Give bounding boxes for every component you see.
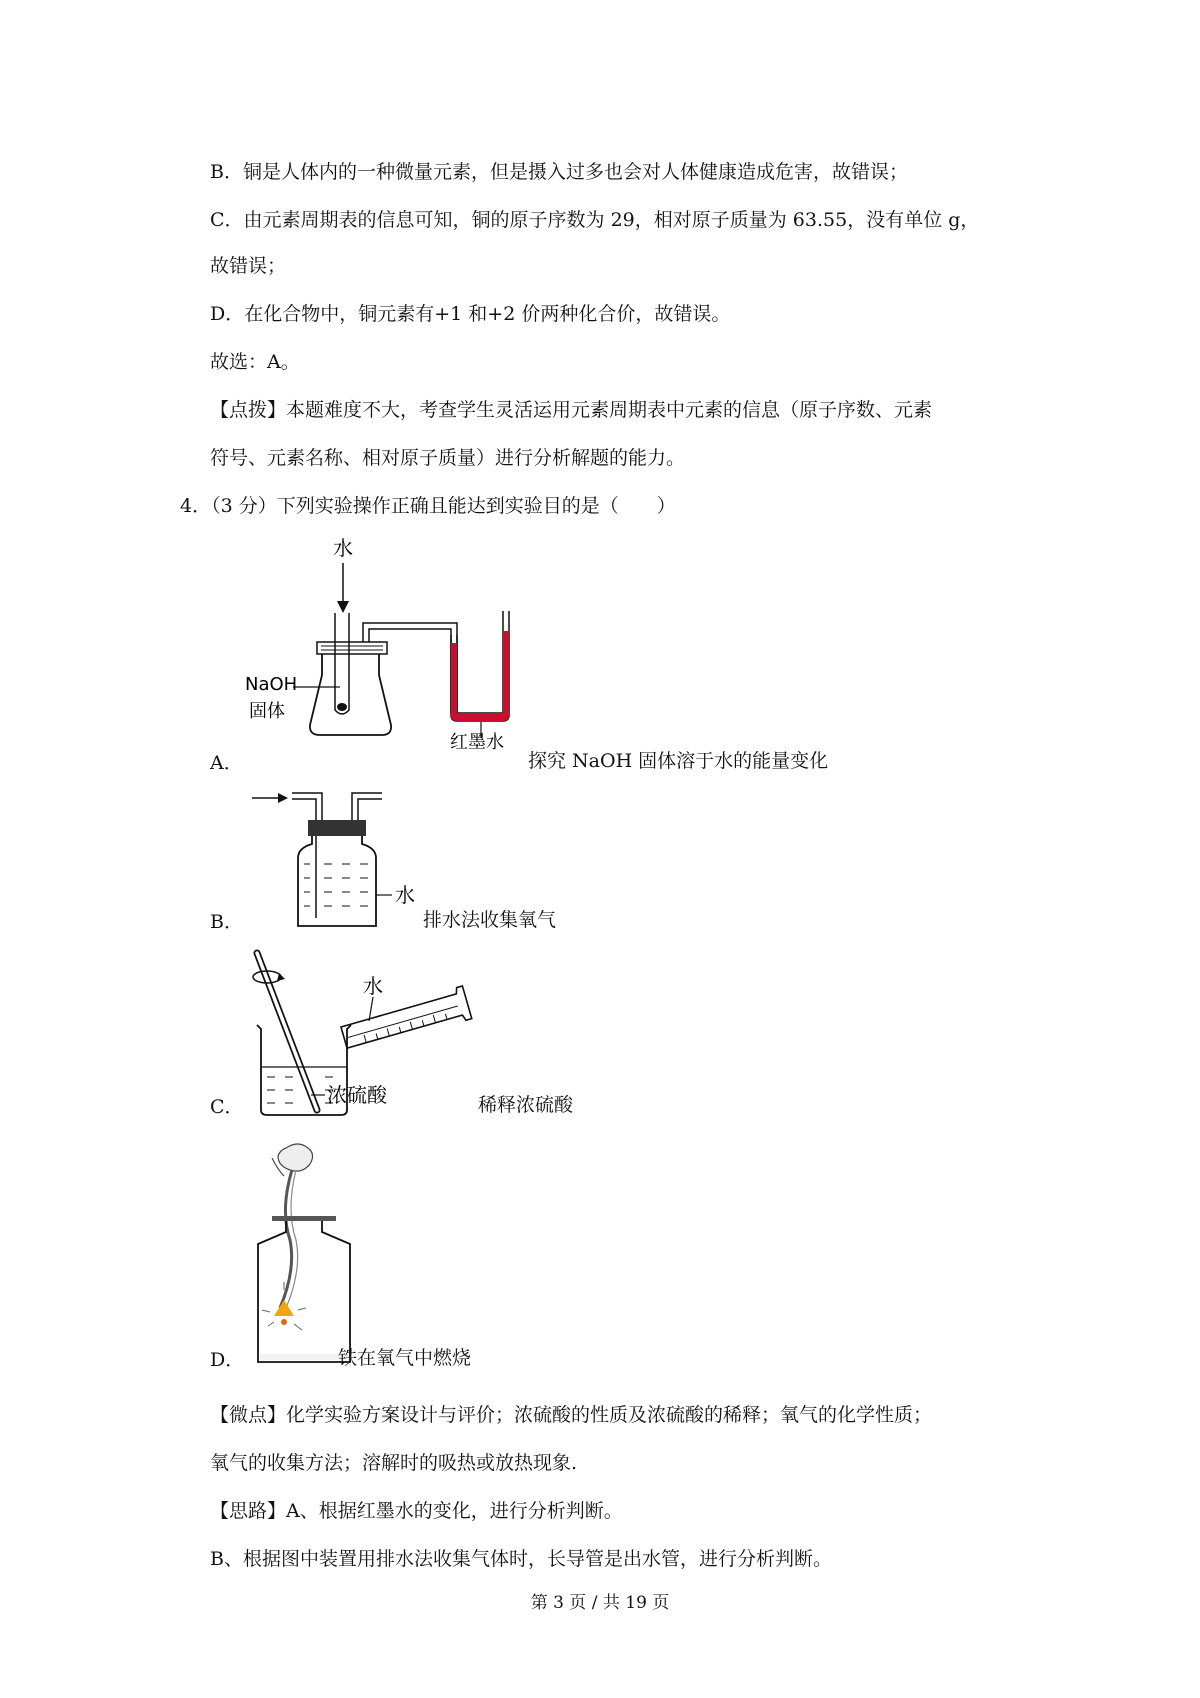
line-idea-b: B、根据图中装置用排水法收集气体时，长导管是出水管，进行分析判断。 [210,1548,832,1570]
option-a-letter: A． [210,752,243,774]
line-option-c-explanation-cont: 故错误； [210,255,287,277]
figure-a-label-solid: 固体 [249,701,285,722]
page-footer: 第 3 页 / 共 19 页 [530,1593,670,1613]
line-tip: 【点拨】本题难度不大，考查学生灵活运用元素周期表中元素的信息（原子序数、元素 [210,399,933,421]
option-b-letter: B． [210,911,243,933]
line-option-d-explanation: D．在化合物中，铜元素有+1 和+2 价两种化合价，故错误。 [210,303,731,325]
figure-d-iron-burning-jar [250,1140,360,1365]
figure-a-label-naoh: NaOH [245,674,298,695]
line-micro-points-cont: 氧气的收集方法；溶解时的吸热或放热现象. [210,1452,578,1474]
option-d-caption: 铁在氧气中燃烧 [338,1347,472,1369]
figure-c-label-water: 水 [363,974,383,998]
figure-a-naoh-dissolving [245,535,565,750]
option-c-caption: 稀释浓硫酸 [478,1094,574,1116]
line-answer: 故选：A。 [210,351,300,373]
option-a-caption: 探究 NaOH 固体溶于水的能量变化 [528,750,829,772]
line-idea-a: 【思路】A、根据红墨水的变化，进行分析判断。 [210,1500,623,1522]
option-c-letter: C． [210,1096,244,1118]
figure-a-label-water: 水 [333,536,353,560]
line-option-b-explanation: B．铜是人体内的一种微量元素，但是摄入过多也会对人体健康造成危害，故错误； [210,161,908,183]
figure-b-water-displacement-bottle [252,778,452,938]
figure-a-label-red-ink: 红墨水 [450,732,504,750]
figure-b-label-water: 水 [395,883,415,907]
line-micro-points: 【微点】化学实验方案设计与评价；浓硫酸的性质及浓硫酸的稀释；氧气的化学性质； [210,1404,933,1426]
line-option-c-explanation: C．由元素周期表的信息可知，铜的原子序数为 29，相对原子质量为 63.55，没有单位 g， [210,209,980,231]
question-4-stem: 4．（3 分）下列实验操作正确且能达到实验目的是（ ） [180,495,676,517]
option-b-caption: 排水法收集氧气 [423,909,557,931]
option-d-letter: D． [210,1349,245,1371]
figure-c-label-acid: 浓硫酸 [327,1083,387,1107]
line-tip-cont: 符号、元素名称、相对原子质量）进行分析解题的能力。 [210,447,686,469]
figure-c-dilute-acid [245,945,485,1120]
